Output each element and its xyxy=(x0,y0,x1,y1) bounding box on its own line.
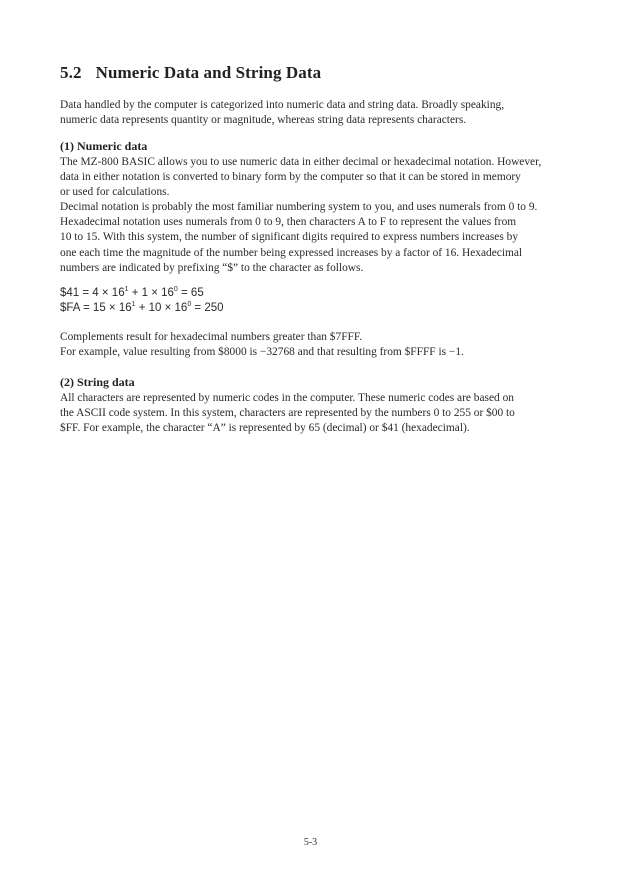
numeric-paragraph-1 xyxy=(60,155,560,201)
numeric-paragraph-2 xyxy=(60,200,560,276)
complements-line: Complements result for hexadecimal numbers greater than $7FFF. xyxy=(60,331,363,343)
complements-paragraph xyxy=(60,330,560,360)
string-line: $FF. For example, the character “A” is represented by 65 (decimal) or $41 (hexadecimal). xyxy=(60,422,470,435)
numeric-line: Decimal notation is probably the most familiar numbering system to you, and uses numerals from 0 to 9. xyxy=(60,201,538,213)
formula-hex-fa: $FA = $15 \times 16^1 + 10 \times 16^0 = 250$ xyxy=(60,301,224,314)
numeric-line: one each time the magnitude of the number being expressed increases by a factor of 16. Hexadecimal xyxy=(60,246,523,259)
numeric-line: or used for calculations. xyxy=(60,186,170,199)
section-number: 5.2 xyxy=(60,63,82,82)
string-data-heading: (2) String data xyxy=(60,375,135,389)
hex-formula-block xyxy=(60,286,224,316)
section-title-text: Numeric Data and String Data xyxy=(95,63,322,82)
formula-hex-41: $41 = $4 \times 16^1 + 1 \times 16^0 = 65$ xyxy=(60,286,204,299)
complements-line: For example, value resulting from $8000 is −32768 and that resulting from $FFFF is −1. xyxy=(60,346,464,359)
string-line: the ASCII code system. In this system, characters are represented by the numbers 0 to 255 or $00 to xyxy=(60,407,515,420)
numeric-line: The MZ-800 BASIC allows you to use numeric data in either decimal or hexadecimal notation. However, xyxy=(60,156,542,168)
intro-line: numeric data represents quantity or magnitude, whereas string data represents characters. xyxy=(60,114,467,127)
numeric-line: data in either notation is converted to binary form by the computer so that it can be stored in memory xyxy=(60,171,521,184)
numeric-line: 10 to 15. With this system, the number of significant digits required to express numbers increases by xyxy=(60,231,519,244)
string-line: All characters are represented by numeric codes in the computer. These numeric codes are based on xyxy=(60,392,514,404)
section-title xyxy=(60,63,321,83)
numeric-line: numbers are indicated by prefixing “$” to the character as follows. xyxy=(60,261,364,274)
page-number: 5-3 xyxy=(303,837,318,848)
intro-paragraph xyxy=(60,98,560,128)
numeric-data-heading: (1) Numeric data xyxy=(60,139,148,153)
string-paragraph xyxy=(60,391,560,437)
intro-line: Data handled by the computer is categorized into numeric data and string data. Broadly speaking, xyxy=(60,99,505,111)
numeric-line: Hexadecimal notation uses numerals from 0 to 9, then characters A to F to represent the values from xyxy=(60,216,517,229)
